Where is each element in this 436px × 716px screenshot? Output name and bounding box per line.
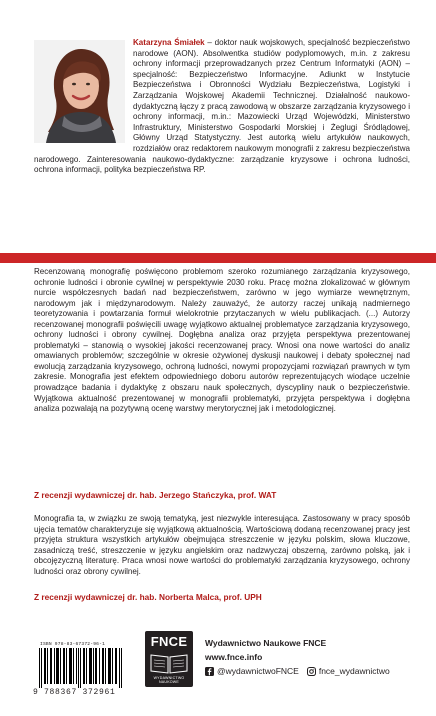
author-photo: [34, 40, 125, 143]
logo-acronym: FNCE: [150, 634, 188, 649]
facebook-link[interactable]: [205, 664, 299, 678]
review-2-signature: Z recenzji wydawniczej dr. hab. Norberta Malca, prof. UPH: [34, 592, 262, 602]
barcode-digits: 9 788367 372961: [33, 688, 116, 697]
fnce-logo: [145, 631, 193, 687]
author-bio: – doktor nauk wojskowych, specjalność bezpieczeństwo narodowe (AON). Absolwentka studiów podyplomowych, m.in. z zakresu ochrony informacji przeprowadzanych przez Centrum Informatyki (AON) – specjalność: Bezpieczeństwo Informacyjne. Adiunkt w Instytucie Bezpieczeństwa i Obronności Wydziału Bezpieczeństwa, Logistyki i Zarządzania Wojskowej Akademii Technicznej. Działalność naukowo-dydaktyczną łączy z pracą zawodową w obszarze zarządzania kryzysowego i ochrony informacji, m.in.: Mazowiecki Urząd Wojewódzki, Ministerstwo Infrastruktury, Ministerstwo Gospodarki Morskiej i Żeglugi Śródlądowej, Główny Urząd Statystyczny. Jest autorką wielu artykułów naukowych, rozdziałów oraz redaktorem naukowym monografii z zakresu bezpieczeństwa narodowego. Zainteresowania naukowo-dydaktyczne: zarządzanie kryzysowe i ochrona ludności, ochrona informacji, polityka bezpieczeństwa RP.: [34, 38, 411, 175]
instagram-link[interactable]: [307, 664, 390, 678]
publisher-name: Wydawnictwo Naukowe FNCE: [205, 638, 327, 648]
review-1-text: Recenzowaną monografię poświęcono problemom szeroko rozumianego zarządzania kryzysowego, ochronie ludności i obronie cywilnej w perspektywie 2030 roku. Pracę można zlokalizować w głównym nurcie współczesnych badań nad bezpieczeństwem, zarówno w jego wymiarze wewnętrznym, narodowym jak i międzynarodowym. Należy zauważyć, że autorzy raczej unikają nadmiernego teoretyzowania i powtarzania formuł wielokrotnie przytaczanych w wielu publikacjach. (...) Autorzy recenzowanej monografii poświęcili uwagę wyjątkowo aktualnej problematyce zarządzania kryzysowego, ochrony ludności i obrony cywilnej. Dogłębna analiza oraz przyjęta perspektywa prezentowanej problematyki – stanowią o wysokiej jakości recenzowanej pracy. Wnosi ona nowe wartości do analiz omawianych problemów; szczególnie w okresie ożywionej dyskusji naukowej i debaty społecznej nad ewolucją zarządzania kryzysowego, ochroną ludności, nowymi propozycjami rozwiązań prawnych w tym zakresie. Monografia jest efektem odpowiedniego doboru autorów reprezentujących wiodące uczelnie prowadzące badania i dydaktykę z obszaru nauk społecznych, dyscypliny nauk o bezpieczeństwie. Wyjątkowa aktualność prezentowanej w monografii problematyki, przyjęta perspektywa i dogłębna analiza pozwalają na pozytywną ocenę warstwy merytorycznej jak i metodologicznej.: [34, 267, 410, 414]
social-links: [205, 664, 398, 678]
author-block: [34, 38, 410, 176]
barcode-bars: [33, 648, 131, 688]
facebook-handle: @wydawnictwoFNCE: [217, 666, 299, 676]
instagram-icon: [307, 667, 316, 676]
author-name: Katarzyna Śmiałek: [133, 38, 205, 47]
instagram-handle: fnce_wydawnictwo: [318, 666, 390, 676]
review-1-signature: Z recenzji wydawniczej dr. hab. Jerzego Stańczyka, prof. WAT: [34, 490, 277, 500]
publisher-website[interactable]: www.fnce.info: [205, 652, 263, 662]
review-2-text: Monografia ta, w związku ze swoją tematyką, jest niezwykle interesująca. Zastosowany w pracy sposób ujęcia tematów charakteryzuje się wyjątkową aktualnością. Wartościową dodaną recenzowanej pracy jest przyjęta struktura wszystkich artykułów obejmująca streszczenie w języku polskim, słowa kluczowe, zasadniczą treść, streszczenie w języku angielskim oraz nadzwyczaj obszerną, zarówno polską, jak i obcojęzyczną literaturę. Praca wnosi nowe wartości do problematyki zarządzania kryzysowego, ochrony ludności oraz obrony cywilnej.: [34, 514, 410, 576]
isbn-label: ISBN 978-83-67372-96-1: [40, 642, 106, 647]
isbn-barcode: [33, 642, 131, 696]
logo-book-icon: [149, 651, 189, 675]
logo-subtitle: WYDAWNICTWO NAUKOWE: [153, 676, 185, 684]
publisher-info: [205, 636, 398, 678]
facebook-icon: [205, 667, 214, 676]
red-separator-band: [0, 253, 436, 263]
